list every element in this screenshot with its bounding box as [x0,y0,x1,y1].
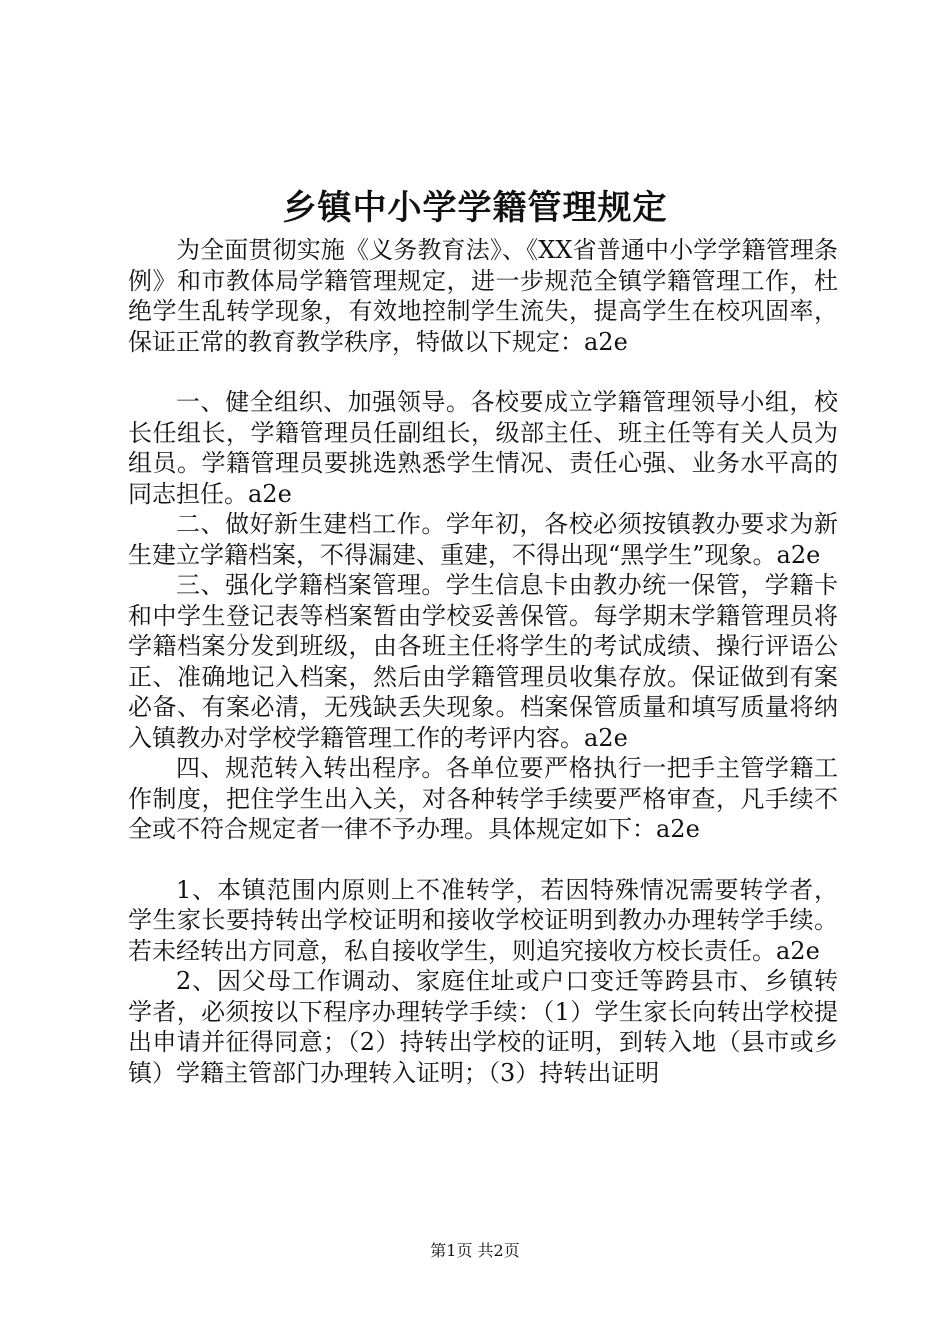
paragraph-section-2: 二、做好新生建档工作。学年初，各校必须按镇教办要求为新生建立学籍档案，不得漏建、重建，不得出现“黑学生”现象。a2e [128,510,838,569]
paragraph-intro: 为全面贯彻实施《义务教育法》、《XX省普通中小学学籍管理条例》和市教体局学籍管理规定，进一步规范全镇学籍管理工作，杜绝学生乱转学现象，有效地控制学生流失，提高学生在校巩固率，保证正常的教育教学秩序，特做以下规定：a2e [128,236,838,356]
paragraph-rule-2: 2、因父母工作调动、家庭住址或户口变迁等跨县市、乡镇转学者，必须按以下程序办理转学手续：（1）学生家长向转出学校提出申请并征得同意；（2）持转出学校的证明，到转入地（县市或乡镇）学籍主管部门办理转入证明；（3）持转出证明 [128,967,838,1087]
document-body [128,235,838,1088]
paragraph-section-4: 四、规范转入转出程序。各单位要严格执行一把手主管学籍工作制度，把住学生出入关，对各种转学手续要严格审查，凡手续不全或不符合规定者一律不予办理。具体规定如下：a2e [128,754,838,843]
paragraph-section-3: 三、强化学籍档案管理。学生信息卡由教办统一保管，学籍卡和中学生登记表等档案暂由学校妥善保管。每学期末学籍管理员将学籍档案分发到班级，由各班主任将学生的考试成绩、操行评语公正、准确地记入档案，然后由学籍管理员收集存放。保证做到有案必备、有案必清，无残缺丢失现象。档案保管质量和填写质量将纳入镇教办对学校学籍管理工作的考评内容。a2e [128,571,838,752]
paragraph-section-1: 一、健全组织、加强领导。各校要成立学籍管理领导小组，校长任组长，学籍管理员任副组长，级部主任、班主任等有关人员为组员。学籍管理员要挑选熟悉学生情况、责任心强、业务水平高的同志担任。a2e [128,388,838,508]
page-number-footer: 第1页 共2页 [430,1241,520,1260]
paragraph-rule-1: 1、本镇范围内原则上不准转学，若因特殊情况需要转学者，学生家长要持转出学校证明和接收学校证明到教办办理转学手续。若未经转出方同意，私自接收学生，则追究接收方校长责任。a2e [128,875,838,965]
document-title: 乡镇中小学学籍管理规定 [282,188,668,228]
